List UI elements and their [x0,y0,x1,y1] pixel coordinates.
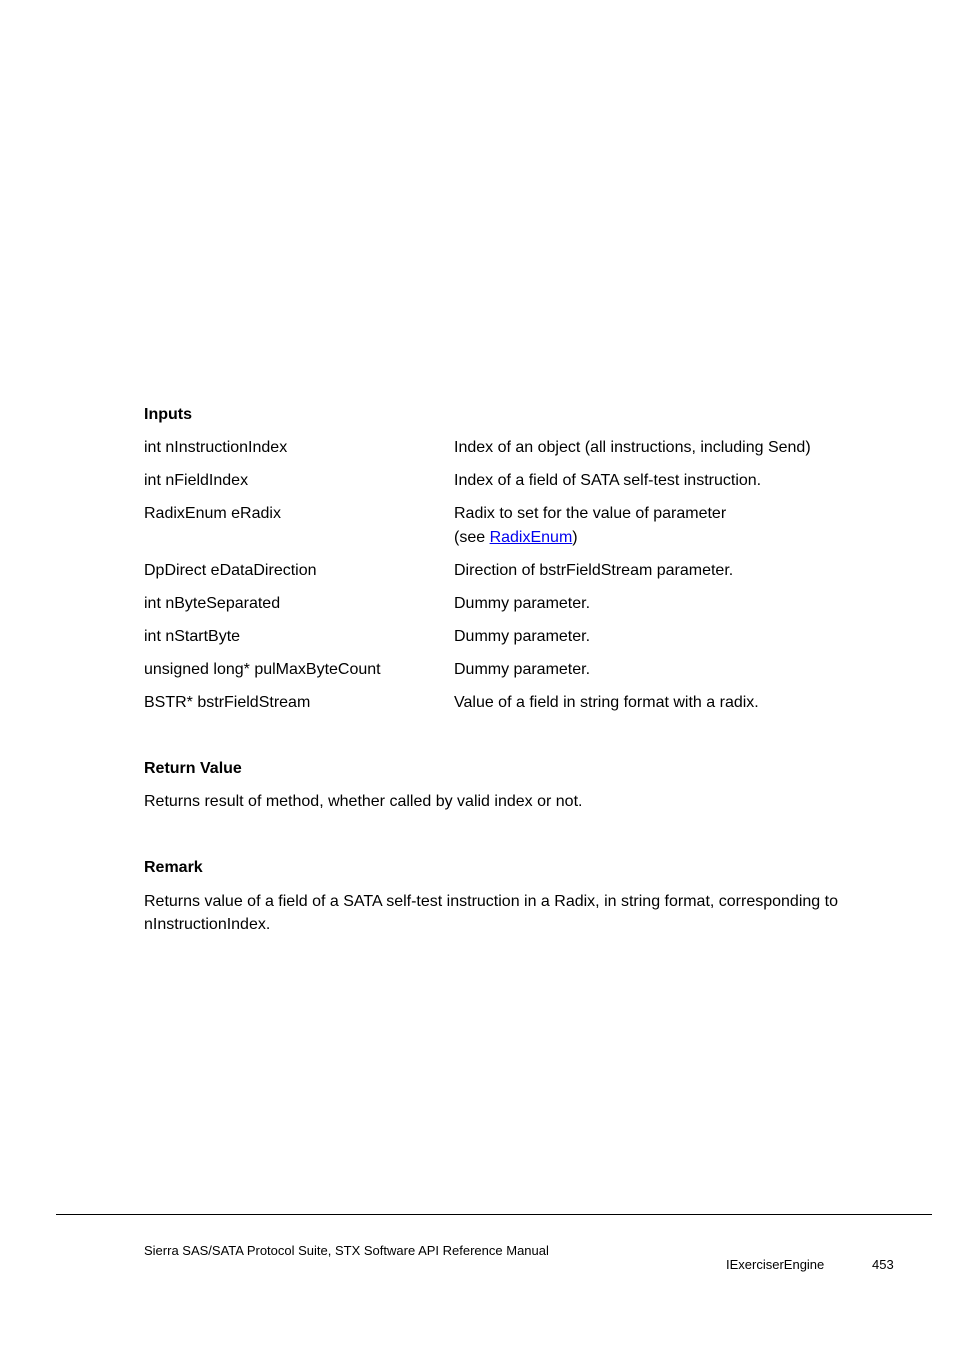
param-name: unsigned long* pulMaxByteCount [144,661,381,678]
param-desc: Value of a field in string format with a radix. [454,694,759,711]
remark-heading: Remark [144,859,203,876]
see-prefix: (see [454,529,490,546]
param-desc-line [454,526,904,550]
param-name: int nByteSeparated [144,595,281,612]
param-name: DpDirect eDataDirection [144,562,317,579]
param-name: int nInstructionIndex [144,439,288,456]
return-value-heading: Return Value [144,760,242,777]
return-value-text: Returns result of method, whether called by valid index or not. [144,793,583,810]
param-desc: Dummy parameter. [454,595,591,612]
footer-manual-title: Sierra SAS/SATA Protocol Suite, STX Software API Reference Manual [144,1243,549,1258]
remark-text: Returns value of a field of a SATA self-test instruction in a Radix, in string format, corresponding to nInstructionIndex. [144,893,838,933]
param-name: int nStartByte [144,628,241,645]
param-name: RadixEnum eRadix [144,505,281,522]
see-suffix: ) [572,529,578,546]
footer-divider [56,1214,932,1215]
param-name: int nFieldIndex [144,472,249,489]
param-desc: Index of an object (all instructions, including Send) [454,439,811,456]
param-name: BSTR* bstrFieldStream [144,694,311,711]
param-desc-line: Radix to set for the value of parameter [454,505,727,522]
footer-page-number: 453 [872,1257,894,1272]
param-desc [454,502,904,550]
radixenum-link[interactable]: RadixEnum [489,529,573,546]
footer-section-name: IExerciserEngine [726,1257,825,1272]
param-desc: Dummy parameter. [454,628,591,645]
param-desc: Direction of bstrFieldStream parameter. [454,562,734,579]
param-desc: Dummy parameter. [454,661,591,678]
param-desc: Index of a field of SATA self-test instruction. [454,472,762,489]
inputs-heading: Inputs [144,406,192,423]
